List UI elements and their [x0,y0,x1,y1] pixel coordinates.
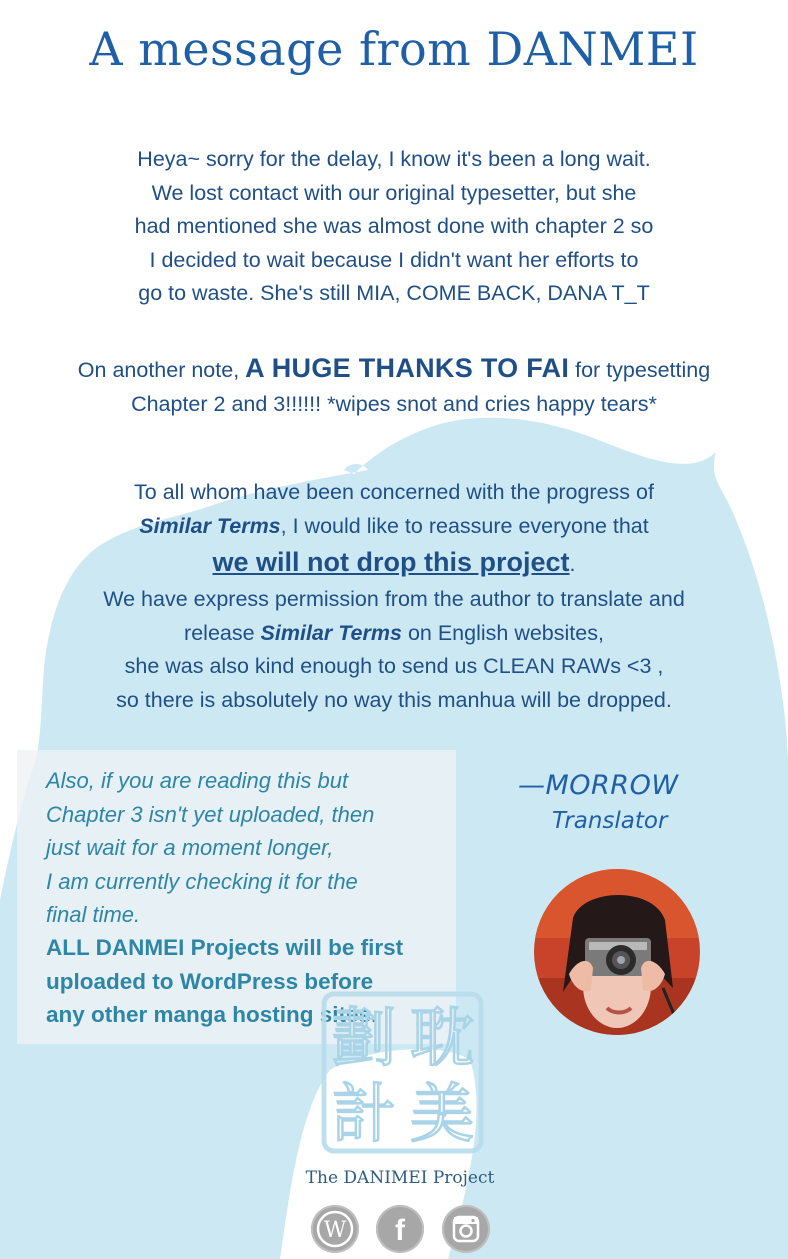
promise-period: . [569,552,576,576]
reassurance-paragraph [0,476,788,717]
note-italic-text [46,764,456,932]
note-bold-line: ALL DANMEI Projects will be first [46,935,404,960]
instagram-icon[interactable] [442,1205,490,1253]
facebook-letter: f [395,1214,405,1247]
thanks-prefix: On another note, [77,358,246,382]
wordpress-icon[interactable] [311,1205,359,1253]
intro-paragraph [0,143,788,311]
note-line: Also, if you are reading this but [46,768,349,793]
series-title: Similar Terms [139,513,281,538]
note-line: final time. [46,902,141,927]
reassurance-line [0,510,788,544]
reassurance-line: We have express permission from the author to translate and [103,587,685,611]
facebook-icon[interactable] [376,1205,424,1253]
footer-project-name: The DANIMEI Project [305,1168,495,1188]
seal-char: 計 [332,1078,396,1152]
note-line: Chapter 3 isn't yet uploaded, then [46,801,375,827]
note-line: just wait for a moment longer, [46,835,334,860]
seal-char: 劃 [332,1002,396,1076]
release-text-end: on English websites, [401,620,604,645]
intro-line: had mentioned she was almost done with chapter 2 so [134,214,654,238]
series-title: Similar Terms [260,620,402,645]
note-bold-line: uploaded to WordPress before [46,968,374,994]
promise-text: we will not drop this project [212,547,570,577]
thanks-line-2: Chapter 2 and 3!!!!!! *wipes snot and cries happy tears* [131,391,657,416]
intro-line: Heya~ sorry for the delay, I know it's been a long wait. [137,147,651,171]
thanks-emphasis: A HUGE THANKS TO FAI [245,353,570,383]
seal-char: 美 [410,1078,474,1152]
thanks-paragraph [0,352,788,421]
reassurance-line: she was also kind enough to send us CLEAN RAWs <3 , [124,654,664,678]
signature-name: —MORROW [518,770,679,801]
thanks-line [0,352,788,388]
wordpress-glyph [311,1205,359,1253]
intro-line: I decided to wait because I didn't want her efforts to [149,247,639,272]
note-line: I am currently checking it for the [46,868,358,894]
wordpress-letter: W [323,1218,347,1243]
facebook-glyph [376,1205,424,1253]
intro-line: We lost contact with our original typesetter, but she [151,180,637,205]
reassurance-line [0,617,788,651]
page-title: A message from DANMEI [89,22,699,76]
signature-role: Translator [552,808,668,834]
release-text: release [184,620,261,645]
reassurance-line: To all whom have been concerned with the progress of [134,480,654,504]
seal-char: 耽 [410,1002,474,1076]
instagram-glyph [442,1205,490,1253]
reassurance-text: , I would like to reassure everyone that [280,513,649,538]
translator-avatar [533,868,701,1036]
reassurance-line: so there is absolutely no way this manhua will be dropped. [116,687,672,712]
promise-line [0,543,788,583]
danmei-seal-logo [320,990,485,1155]
intro-line: go to waste. She's still MIA, COME BACK, DANA T_T [138,281,650,305]
thanks-suffix: for typesetting [569,358,711,382]
note-bold-line: any other manga hosting sites. [46,1002,378,1027]
